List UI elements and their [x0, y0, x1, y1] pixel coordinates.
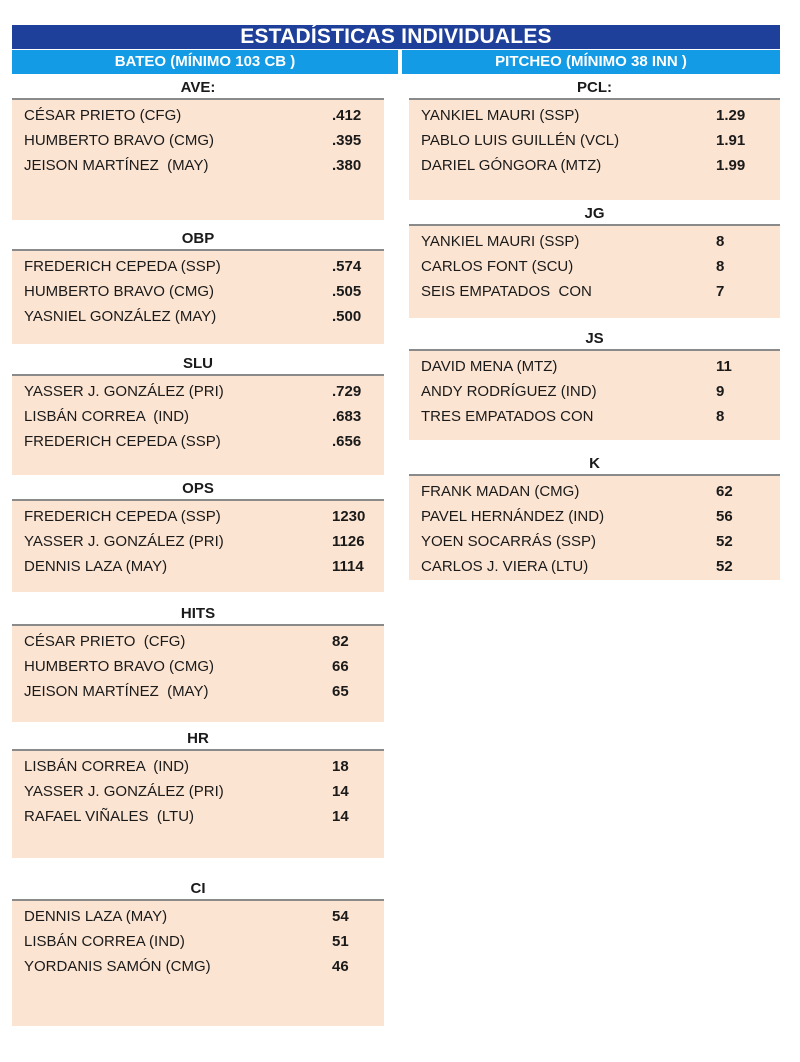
player-name: DAVID MENA (MTZ) — [421, 358, 558, 375]
player-name: YOEN SOCARRÁS (SSP) — [421, 533, 597, 550]
pitching-section-title-k: K — [589, 455, 600, 472]
player-name: YASNIEL GONZÁLEZ (MAY) — [24, 308, 217, 325]
stat-row — [409, 354, 780, 379]
batting-section-title-hits: HITS — [180, 605, 216, 622]
stat-value: .574 — [332, 258, 362, 275]
player-name: CÉSAR PRIETO (CFG) — [24, 633, 186, 650]
stat-row — [12, 404, 384, 429]
batting-section-slu — [12, 374, 384, 475]
player-name: LISBÁN CORREA (IND) — [24, 758, 190, 775]
stat-value: .505 — [332, 283, 362, 300]
stat-value: 14 — [332, 808, 349, 825]
stat-value: 65 — [332, 683, 349, 700]
stat-row — [12, 153, 384, 178]
player-name: SEIS EMPATADOS CON — [421, 283, 592, 300]
pitching-section-js — [409, 349, 780, 440]
stat-row — [12, 679, 384, 704]
stat-row — [409, 153, 780, 178]
batting-section-ave — [12, 98, 384, 220]
batting-section-title-slu: SLU — [183, 355, 213, 372]
stat-value: 54 — [332, 908, 349, 925]
pitching-section-jg — [409, 224, 780, 318]
player-name: LISBÁN CORREA (IND) — [24, 408, 190, 425]
stat-row — [12, 379, 384, 404]
stat-row — [409, 529, 780, 554]
pitching-section-pcl — [409, 98, 780, 200]
pitching-section-title-jg: JG — [584, 205, 605, 222]
stat-value: .380 — [332, 157, 362, 174]
player-name: YASSER J. GONZÁLEZ (PRI) — [24, 783, 224, 800]
stat-row — [12, 529, 384, 554]
stat-row — [12, 103, 384, 128]
stat-row — [409, 103, 780, 128]
batting-section-ci — [12, 899, 384, 1026]
player-name: JEISON MARTÍNEZ (MAY) — [24, 683, 209, 700]
player-name: FRANK MADAN (CMG) — [421, 483, 580, 500]
stat-value: 7 — [716, 283, 725, 300]
player-name: HUMBERTO BRAVO (CMG) — [24, 132, 215, 149]
stat-value: .683 — [332, 408, 362, 425]
batting-section-obp — [12, 249, 384, 344]
stat-value: 11 — [716, 358, 732, 375]
pitching-header: PITCHEO (MÍNIMO 38 INN ) — [402, 50, 780, 74]
batting-section-title-ave: AVE: — [180, 79, 216, 96]
pitching-section-k — [409, 474, 780, 580]
stat-row — [409, 379, 780, 404]
stat-value: .656 — [332, 433, 362, 450]
stat-value: 52 — [716, 558, 733, 575]
stat-value: .395 — [332, 132, 362, 149]
player-name: CARLOS FONT (SCU) — [421, 258, 574, 275]
batting-section-hits — [12, 624, 384, 722]
player-name: YORDANIS SAMÓN (CMG) — [24, 958, 211, 975]
stat-row — [12, 279, 384, 304]
stat-value: 46 — [332, 958, 349, 975]
stat-value: 1230 — [332, 508, 366, 525]
stat-row — [409, 504, 780, 529]
stat-row — [409, 128, 780, 153]
stat-row — [12, 954, 384, 979]
stat-value: 62 — [716, 483, 733, 500]
stat-row — [12, 128, 384, 153]
pitching-section-title-js: JS — [585, 330, 604, 347]
stat-value: 14 — [332, 783, 349, 800]
player-name: FREDERICH CEPEDA (SSP) — [24, 258, 221, 275]
player-name: HUMBERTO BRAVO (CMG) — [24, 658, 215, 675]
stat-value: 66 — [332, 658, 349, 675]
player-name: ANDY RODRÍGUEZ (IND) — [421, 383, 597, 400]
player-name: RAFAEL VIÑALES (LTU) — [24, 808, 195, 825]
stat-value: 1.29 — [716, 107, 746, 124]
player-name: DENNIS LAZA (MAY) — [24, 558, 168, 575]
player-name: DARIEL GÓNGORA (MTZ) — [421, 157, 602, 174]
stat-value: 82 — [332, 633, 349, 650]
page-title: ESTADÍSTICAS INDIVIDUALES — [12, 25, 780, 49]
stat-row — [12, 254, 384, 279]
stat-row — [409, 229, 780, 254]
batting-section-title-ci: CI — [190, 880, 206, 897]
stat-value: 8 — [716, 233, 725, 250]
stat-value: 1126 — [332, 533, 365, 550]
stat-row — [12, 754, 384, 779]
batting-section-title-obp: OBP — [181, 230, 215, 247]
stat-value: 18 — [332, 758, 349, 775]
stat-value: 8 — [716, 258, 725, 275]
stat-row — [409, 279, 780, 304]
stat-value: 1114 — [332, 558, 364, 575]
stat-value: 1.91 — [716, 132, 746, 149]
player-name: LISBÁN CORREA (IND) — [24, 933, 185, 950]
stat-row — [12, 554, 384, 579]
stat-value: .412 — [332, 107, 362, 124]
stat-row — [12, 304, 384, 329]
player-name: YANKIEL MAURI (SSP) — [421, 233, 580, 250]
batting-section-ops — [12, 499, 384, 592]
stat-row — [12, 654, 384, 679]
stat-value: 8 — [716, 408, 725, 425]
stat-row — [409, 479, 780, 504]
stat-value: 52 — [716, 533, 733, 550]
stat-value: 51 — [332, 933, 349, 950]
player-name: FREDERICH CEPEDA (SSP) — [24, 508, 221, 525]
stat-row — [409, 554, 780, 579]
batting-header: BATEO (MÍNIMO 103 CB ) — [12, 50, 398, 74]
player-name: PAVEL HERNÁNDEZ (IND) — [421, 508, 605, 525]
stat-row — [12, 779, 384, 804]
player-name: YASSER J. GONZÁLEZ (PRI) — [24, 533, 224, 550]
stat-value: .729 — [332, 383, 362, 400]
player-name: DENNIS LAZA (MAY) — [24, 908, 168, 925]
stat-value: 56 — [716, 508, 733, 525]
pitching-section-title-pcl: PCL: — [577, 79, 612, 96]
player-name: FREDERICH CEPEDA (SSP) — [24, 433, 221, 450]
stat-row — [12, 629, 384, 654]
stat-value: 9 — [716, 383, 725, 400]
player-name: JEISON MARTÍNEZ (MAY) — [24, 157, 209, 174]
stat-row — [409, 254, 780, 279]
stat-row — [12, 804, 384, 829]
stat-value: .500 — [332, 308, 362, 325]
player-name: HUMBERTO BRAVO (CMG) — [24, 283, 215, 300]
player-name: YASSER J. GONZÁLEZ (PRI) — [24, 383, 224, 400]
batting-section-title-hr: HR — [187, 730, 209, 747]
batting-section-title-ops: OPS — [182, 480, 214, 497]
stat-row — [12, 904, 384, 929]
batting-section-hr — [12, 749, 384, 858]
player-name: TRES EMPATADOS CON — [421, 408, 594, 425]
player-name: PABLO LUIS GUILLÉN (VCL) — [421, 132, 620, 149]
player-name: CÉSAR PRIETO (CFG) — [24, 107, 182, 124]
stat-row — [12, 504, 384, 529]
stat-row — [409, 404, 780, 429]
player-name: CARLOS J. VIERA (LTU) — [421, 558, 589, 575]
stat-row — [12, 429, 384, 454]
stat-row — [12, 929, 384, 954]
stat-value: 1.99 — [716, 157, 746, 174]
player-name: YANKIEL MAURI (SSP) — [421, 107, 580, 124]
